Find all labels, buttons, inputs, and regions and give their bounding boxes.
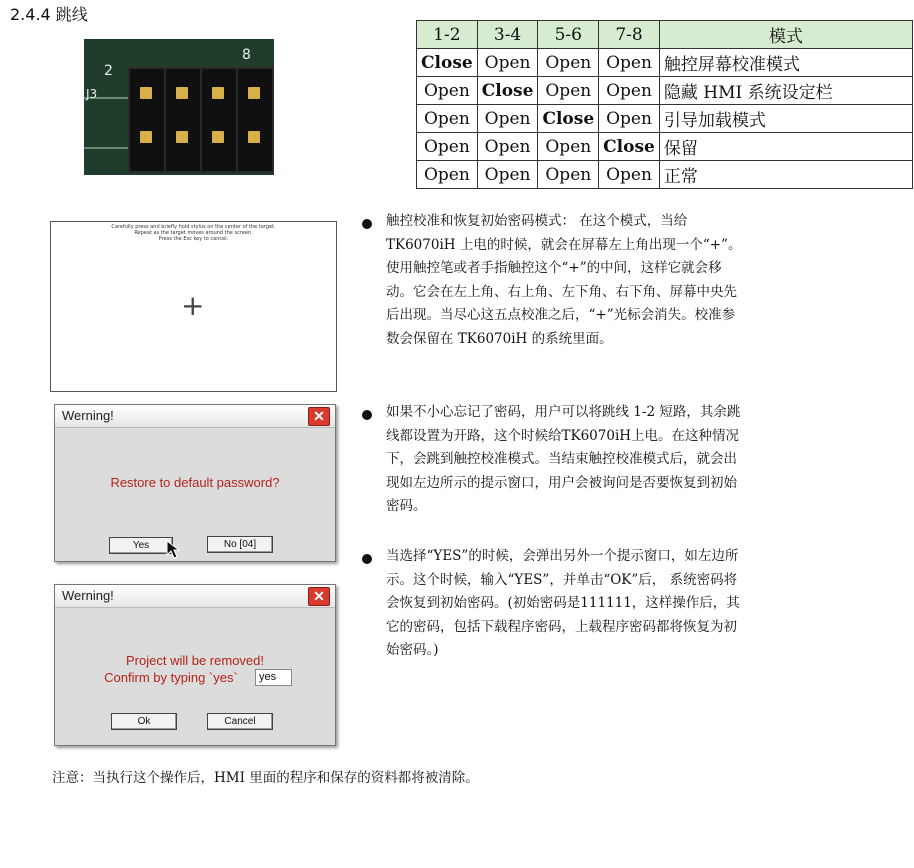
table-cell-mode: 保留: [659, 133, 912, 161]
dialog-message-line2: Confirm by typing `yes`: [104, 670, 238, 685]
confirm-remove-dialog: [54, 584, 336, 746]
table-cell: Open: [599, 49, 660, 77]
jumper-header: [164, 67, 202, 173]
table-cell: Close: [417, 49, 478, 77]
table-cell-mode: 触控屏幕校准模式: [659, 49, 912, 77]
instruction-line: Repeat as the target moves around the screen.: [134, 230, 253, 236]
bullet-icon: [362, 410, 372, 420]
ok-button[interactable]: Ok: [111, 713, 177, 730]
table-cell: Open: [477, 133, 538, 161]
table-cell: Open: [417, 77, 478, 105]
paragraph-confirm-yes: 当选择“YES”的时候，会弹出另外一个提示窗口，如左边所示。这个时候，输入“YES”，并单击“OK”后， 系统密码将会恢复到初始密码。(初始密码是111111，这样操作后，其它的密码，包括下载程序密码，上载程序密码都将恢复为初始密码。): [386, 548, 740, 658]
col-header: 3-4: [477, 21, 538, 49]
col-header: 7-8: [599, 21, 660, 49]
table-cell: Close: [538, 105, 599, 133]
table-cell: Open: [599, 161, 660, 189]
dialog-titlebar: [55, 585, 335, 608]
jumper-header: [200, 67, 238, 173]
dialog-titlebar: [55, 405, 335, 428]
table-cell: Open: [477, 105, 538, 133]
paragraph-forgot-password: 如果不小心忘记了密码，用户可以将跳线 1-2 短路，其余跳线都设置为开路，这个时候给TK6070iH上电。在这种情况下，会跳到触控校准模式。当结束触控校准模式后，就会出现如左边所示的提示窗口，用户会被询问是否要恢复到初始密码。: [386, 404, 741, 514]
restore-password-dialog: [54, 404, 336, 562]
table-row: [417, 77, 913, 105]
table-cell: Open: [538, 49, 599, 77]
calibration-instructions: [51, 224, 336, 242]
table-cell: Open: [538, 77, 599, 105]
col-header: 5-6: [538, 21, 599, 49]
jumper-table: [416, 20, 913, 189]
table-cell: Close: [477, 77, 538, 105]
table-cell: Open: [417, 105, 478, 133]
calibration-screen: [50, 221, 337, 392]
paragraph-calibration: 触控校准和恢复初始密码模式： 在这个模式，当给TK6070iH 上电的时候，就会在屏幕左上角出现一个“+”。使用触控笔或者手指触控这个“+”的中间，这样它就会移动。它会在左上角、右上角、左下角、右下角、屏幕中央先后出现。当尽心这五点校准之后，“+”光标会消失。校准参数会保留在 TK6070iH 的系统里面。: [386, 213, 742, 347]
jumper-header: [128, 67, 166, 173]
dialog-message-line1: Project will be removed!: [126, 653, 264, 668]
table-cell-mode: 引导加载模式: [659, 105, 912, 133]
instruction-line: Press the Esc key to cancel.: [158, 236, 229, 242]
table-cell: Open: [477, 49, 538, 77]
no-button[interactable]: No [04]: [207, 536, 273, 553]
table-row: [417, 161, 913, 189]
table-cell: Open: [599, 105, 660, 133]
col-header-mode: 模式: [659, 21, 912, 49]
dialog-title: Werning!: [62, 408, 114, 423]
table-row: [417, 105, 913, 133]
close-icon[interactable]: ✕: [308, 407, 330, 426]
yes-button[interactable]: Yes: [109, 537, 173, 554]
section-title: 2.4.4 跳线: [10, 5, 88, 24]
calibration-target-icon[interactable]: +: [181, 289, 205, 322]
warning-note: 注意：当执行这个操作后，HMI 里面的程序和保存的资料都将被清除。: [52, 770, 479, 786]
col-header: 1-2: [417, 21, 478, 49]
mouse-pointer-icon: [165, 539, 183, 561]
table-cell-mode: 隐藏 HMI 系统设定栏: [659, 77, 912, 105]
table-cell: Close: [599, 133, 660, 161]
bullet-icon: [362, 554, 372, 564]
table-cell-mode: 正常: [659, 161, 912, 189]
jumper-header: [236, 67, 274, 173]
silk-label-8: 8: [242, 47, 251, 63]
table-cell: Open: [538, 133, 599, 161]
dialog-message: Restore to default password?: [110, 475, 280, 490]
table-cell: Open: [417, 161, 478, 189]
dialog-title: Werning!: [62, 588, 114, 603]
table-header-row: [417, 21, 913, 49]
table-cell: Open: [538, 161, 599, 189]
silk-label-2: 2: [104, 63, 113, 79]
table-row: [417, 49, 913, 77]
table-cell: Open: [417, 133, 478, 161]
instruction-line: Carefully press and briefly hold stylus on the center of the target.: [111, 224, 276, 230]
table-cell: Open: [477, 161, 538, 189]
table-row: [417, 133, 913, 161]
jumper-photo: [84, 39, 274, 175]
confirm-text-input[interactable]: yes: [255, 669, 292, 686]
bullet-icon: [362, 219, 372, 229]
close-icon[interactable]: ✕: [308, 587, 330, 606]
cancel-button[interactable]: Cancel: [207, 713, 273, 730]
silk-label-j3: J3: [86, 87, 98, 101]
table-cell: Open: [599, 77, 660, 105]
